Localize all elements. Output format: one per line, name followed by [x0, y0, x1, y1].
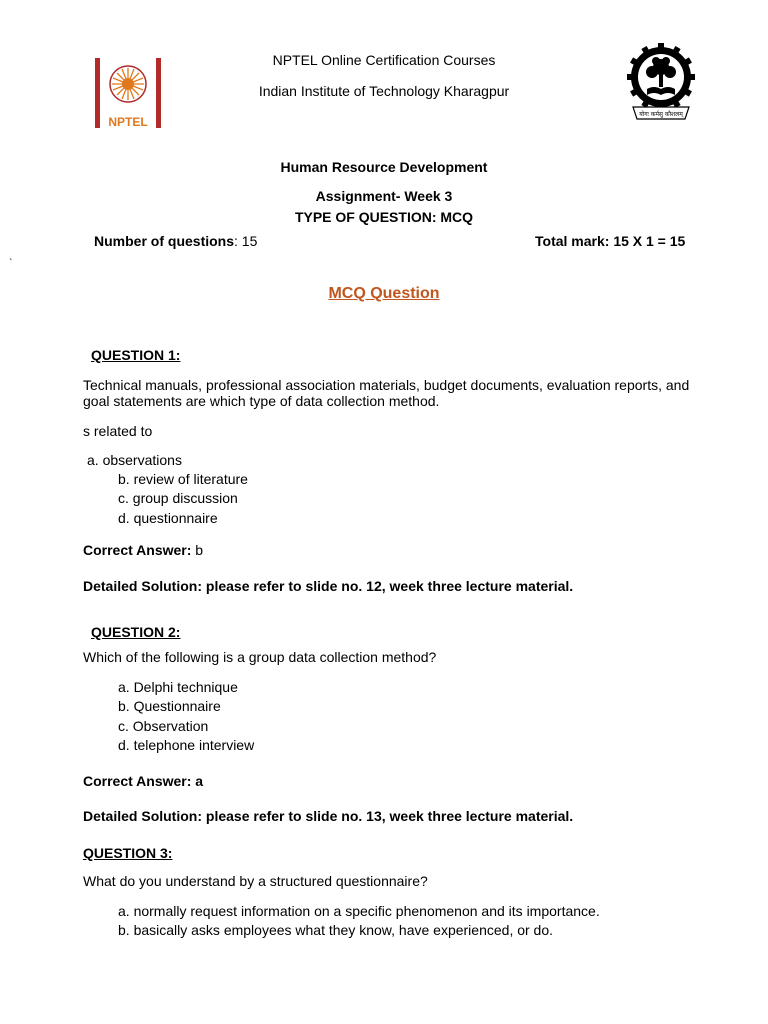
question-2-detailed-solution: Detailed Solution: please refer to slide no. 13, week three lecture material.: [83, 808, 574, 824]
number-of-questions: [94, 233, 257, 249]
question-3-option-b: b. basically asks employees what they know, have experienced, or do.: [118, 922, 554, 938]
question-3-heading: QUESTION 3:: [83, 845, 173, 861]
question-3-option-a: a. normally request information on a specific phenomenon and its importance.: [118, 903, 600, 919]
question-1-answer-value: b: [191, 542, 204, 558]
question-type: TYPE OF QUESTION: MCQ: [294, 209, 474, 225]
question-1-correct-answer: [83, 542, 203, 558]
question-1-option-c: c. group discussion: [118, 490, 238, 506]
question-2-option-a: a. Delphi technique: [118, 679, 238, 695]
question-1-detailed-solution: [83, 578, 573, 594]
iit-logo-motto: योगः कर्मसु कौशलम्: [639, 111, 683, 118]
question-1-text-line-2: goal statements are which type of data collection method.: [83, 393, 440, 409]
question-2-option-b: b. Questionnaire: [118, 698, 221, 714]
question-1-heading: QUESTION 1:: [91, 347, 181, 363]
stray-mark: `: [9, 258, 13, 269]
question-1-extra-text: s related to: [83, 423, 153, 439]
question-1-option-d: d. questionnaire: [118, 510, 218, 526]
question-2-option-c: c. Observation: [118, 718, 209, 734]
question-1-solution-label: Detailed Solution: [83, 578, 198, 594]
question-1-option-b: b. review of literature: [118, 471, 248, 487]
assignment-title: Assignment- Week 3: [315, 188, 453, 204]
question-1-answer-label: Correct Answer:: [83, 542, 192, 558]
question-2-option-d: d. telephone interview: [118, 737, 255, 753]
question-2-correct-answer: Correct Answer: a: [83, 773, 204, 789]
question-1-option-a: a. observations: [87, 452, 182, 468]
question-3-text: What do you understand by a structured questionnaire?: [83, 873, 428, 889]
question-2-text: Which of the following is a group data collection method?: [83, 649, 437, 665]
question-1-text-line-1: Technical manuals, professional association materials, budget documents, evaluation reports, and: [83, 377, 690, 393]
header-line-1: NPTEL Online Certification Courses: [272, 52, 496, 68]
number-of-questions-value: : 15: [234, 233, 258, 249]
number-of-questions-label: Number of questions: [94, 233, 235, 249]
course-title: Human Resource Development: [280, 159, 488, 175]
header-line-2: Indian Institute of Technology Kharagpur: [258, 83, 510, 99]
nptel-logo-text: NPTEL: [108, 115, 148, 129]
question-2-heading: QUESTION 2:: [91, 624, 181, 640]
total-mark: Total mark: 15 X 1 = 15: [535, 233, 686, 249]
section-title: MCQ Question: [328, 285, 440, 302]
question-1-solution-text: : please refer to slide no. 12, week three lecture material.: [197, 578, 574, 594]
